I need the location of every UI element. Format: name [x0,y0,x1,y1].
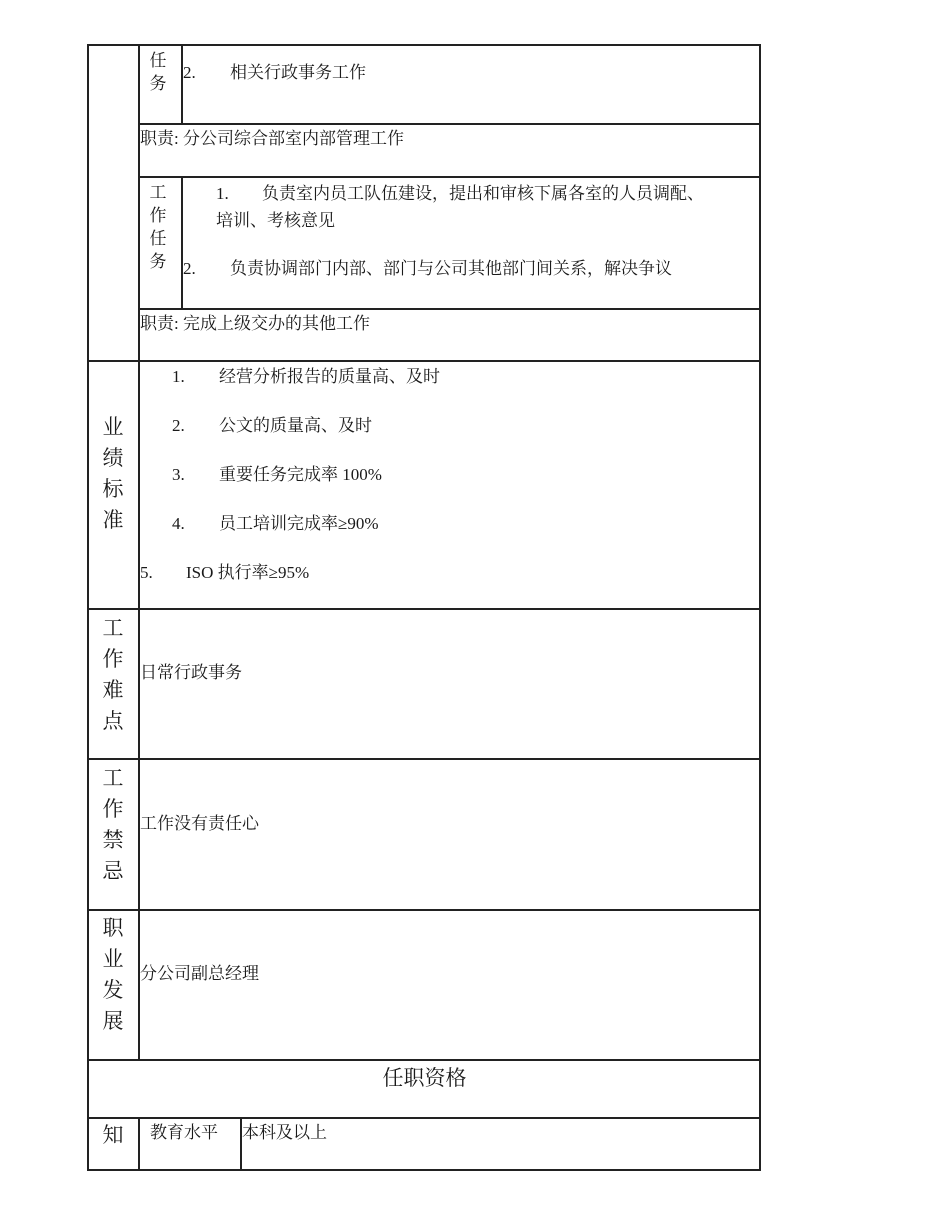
career-development-text: 分公司副总经理 [140,964,259,983]
task-column-divider [181,44,183,125]
row-divider [88,758,761,760]
career-development-label: 职业发展 [102,916,124,1033]
row-divider [139,123,761,125]
row-divider [88,360,761,362]
work-difficulty-label: 工作难点 [102,616,124,733]
qualifications-title: 任职资格 [382,1066,467,1090]
row-divider [139,308,761,310]
performance-item-number: 1. [172,367,185,386]
task-item-number: 1. [216,184,229,203]
performance-item-number: 3. [172,465,185,484]
task-label: 任务 [149,51,167,93]
task-item-text: 相关行政事务工作 [230,63,366,82]
task-item-number: 2. [183,259,196,278]
task-item-number: 2. [183,63,196,82]
duty-heading: 职责: 分公司综合部室内部管理工作 [140,129,404,148]
education-level-label: 教育水平 [150,1123,218,1142]
performance-standards-label: 业绩标准 [102,415,124,532]
duty-heading: 职责: 完成上级交办的其他工作 [140,314,370,333]
knowledge-label: 知 [102,1123,124,1147]
performance-item: 重要任务完成率 100% [219,465,382,484]
task-item-text-continued: 培训、考核意见 [216,211,335,230]
work-difficulty-text: 日常行政事务 [140,663,242,682]
performance-item: ISO 执行率≥95% [186,563,310,582]
work-tasks-label: 工作任务 [149,183,167,271]
table-border-left [87,44,89,1171]
row-divider [88,1117,761,1119]
duty-text: 完成上级交办的其他工作 [182,314,370,333]
label-column-divider [138,1117,140,1171]
task-column-divider [181,176,183,310]
row-divider [88,1059,761,1061]
performance-item-number: 4. [172,514,185,533]
row-divider [139,176,761,178]
row-divider [88,909,761,911]
table-border-top [88,44,761,46]
work-taboo-label: 工作禁忌 [102,766,124,883]
duty-text: 分公司综合部室内部管理工作 [182,129,404,148]
work-taboo-text: 工作没有责任心 [140,814,259,833]
performance-item: 经营分析报告的质量高、及时 [219,367,440,386]
label-column-divider [138,44,140,1061]
task-item-text: 负责室内员工队伍建设，提出和审核下属各室的人员调配、 [262,184,704,203]
performance-item-number: 2. [172,416,185,435]
performance-item: 员工培训完成率≥90% [219,514,379,533]
performance-item-number: 5. [140,563,153,582]
table-border-right [759,44,761,1171]
row-divider [88,608,761,610]
performance-item: 公文的质量高、及时 [219,416,372,435]
task-item-text: 负责协调部门内部、部门与公司其他部门间关系，解决争议 [230,259,672,278]
education-level-value: 本科及以上 [242,1123,327,1142]
table-border-bottom [88,1169,761,1171]
